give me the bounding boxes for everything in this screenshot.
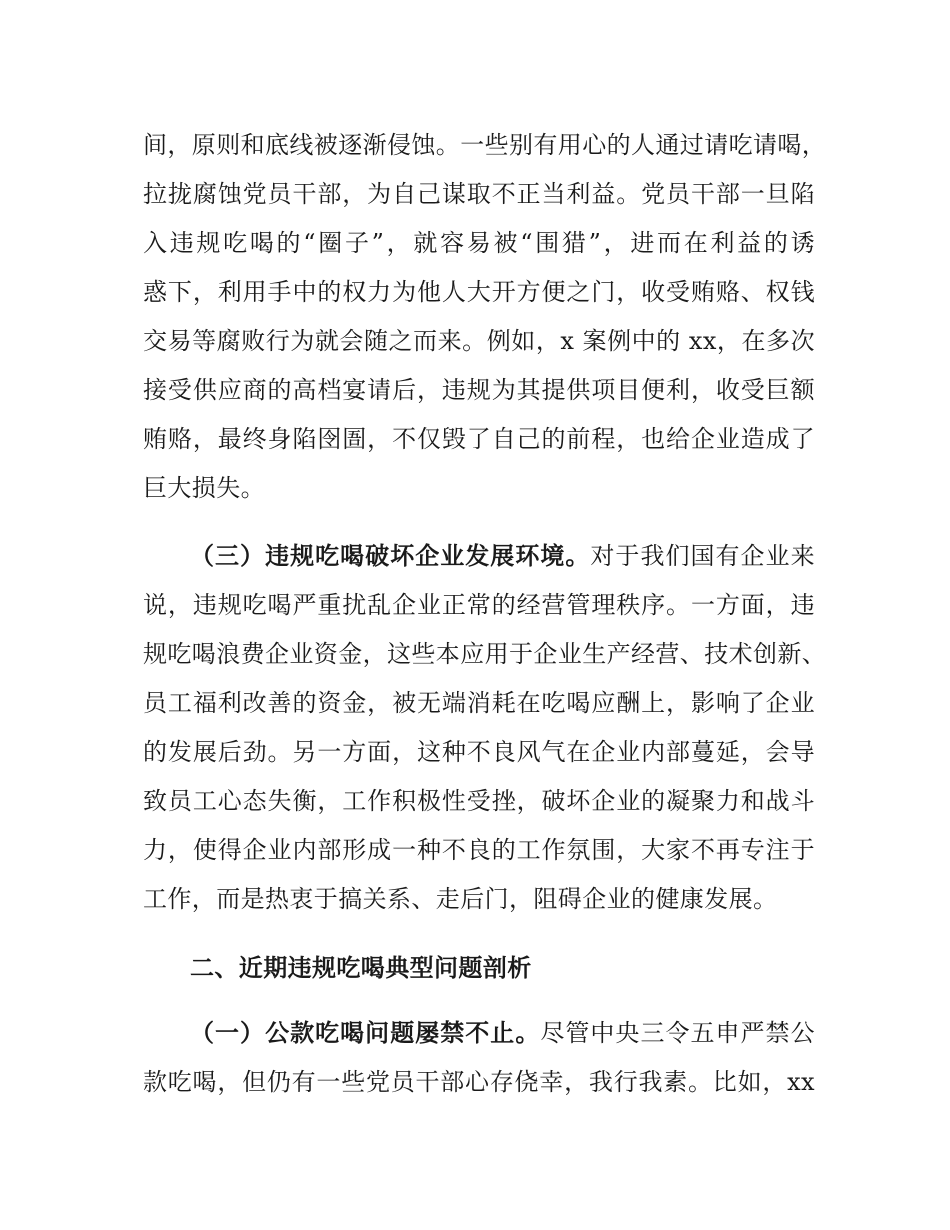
paragraph-3-line-2: 款吃喝，但仍有一些党员干部心存侥幸，我行我素。比如，xx: [143, 1068, 815, 1096]
paragraph-3-heading: （一）公款吃喝问题屡禁不止。: [190, 1019, 541, 1047]
paragraph-1-line-3: 入违规吃喝的“圈子”，就容易被“围猎”，进而在利益的诱: [143, 229, 815, 257]
paragraph-2-line-3: 规吃喝浪费企业资金，这些本应用于企业生产经营、技术创新、: [143, 640, 827, 668]
paragraph-1-line-2: 拉拢腐蚀党员干部，为自己谋取不正当利益。党员干部一旦陷: [143, 180, 815, 208]
paragraph-1-line-6: 接受供应商的高档宴请后，违规为其提供项目便利，收受巨额: [143, 376, 815, 404]
paragraph-3-first-line: [190, 1018, 815, 1048]
paragraph-1-line-8: 巨大损失。: [143, 474, 265, 502]
paragraph-1-line-4: 惑下，利用手中的权力为他人大开方便之门，收受贿赂、权钱: [143, 278, 815, 306]
paragraph-2-line-2: 说，违规吃喝严重扰乱企业正常的经营管理秩序。一方面，违: [143, 591, 815, 619]
paragraph-1-line-1: 间，原则和底线被逐渐侵蚀。一些别有用心的人通过请吃请喝，: [143, 131, 827, 159]
paragraph-1-line-5: 交易等腐败行为就会随之而来。例如，x 案例中的 xx，在多次: [143, 327, 815, 355]
section-heading: 二、近期违规吃喝典型问题剖析: [190, 954, 532, 982]
paragraph-2-line-5: 的发展后劲。另一方面，这种不良风气在企业内部蔓延，会导: [143, 738, 815, 766]
paragraph-1-line-7: 贿赂，最终身陷囹圄，不仅毁了自己的前程，也给企业造成了: [143, 425, 815, 453]
paragraph-2-line-6: 致员工心态失衡，工作积极性受挫，破坏企业的凝聚力和战斗: [143, 787, 815, 815]
paragraph-2-first-line: [190, 541, 815, 571]
paragraph-2-first-line-text: 对于我们国有企业来: [590, 542, 815, 570]
paragraph-2-heading: （三）违规吃喝破坏企业发展环境。: [190, 542, 591, 570]
paragraph-2-line-7: 力，使得企业内部形成一种不良的工作氛围，大家不再专注于: [143, 836, 815, 864]
paragraph-2-line-4: 员工福利改善的资金，被无端消耗在吃喝应酬上，影响了企业: [143, 689, 815, 717]
paragraph-3-first-line-text: 尽管中央三令五申严禁公: [540, 1019, 815, 1047]
paragraph-2-line-8: 工作，而是热衷于搞关系、走后门，阻碍企业的健康发展。: [143, 885, 778, 913]
